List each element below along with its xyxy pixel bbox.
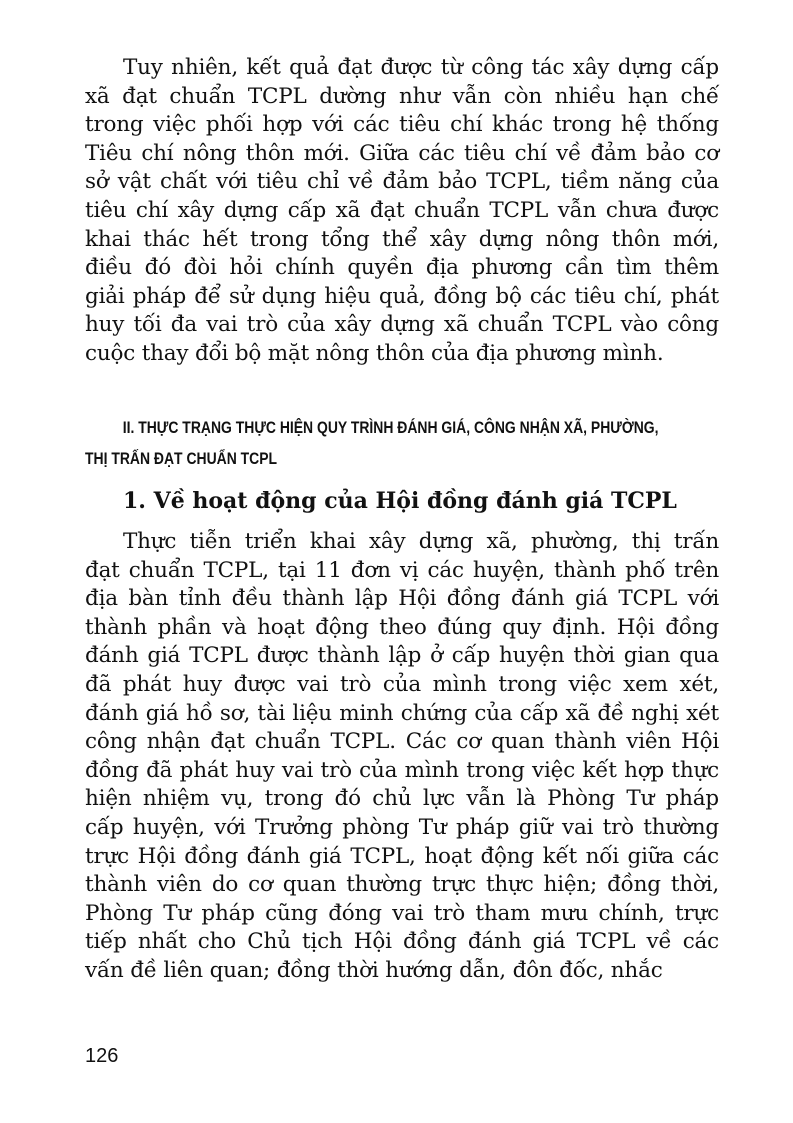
section-heading-line: THỊ TRẤN ĐẠT CHUẨN TCPL — [85, 449, 278, 468]
text-line: thành phần và hoạt động theo đúng quy định. Hội đồng — [85, 614, 719, 640]
text-line: cuộc thay đổi bộ mặt nông thôn của địa phương mình. — [85, 340, 664, 366]
section-heading-line: II. THỰC TRẠNG THỰC HIỆN QUY TRÌNH ĐÁNH GIÁ, CÔNG NHẬN XÃ, PHƯỜNG, — [122, 418, 659, 437]
text-line: đánh giá TCPL được thành lập ở cấp huyện thời gian qua — [85, 643, 719, 669]
text-line: đồng đã phát huy vai trò của mình trong việc kết hợp thực — [85, 757, 719, 783]
text-line: Tiêu chí nông thôn mới. Giữa các tiêu chí về đảm bảo cơ — [85, 140, 719, 166]
text-line: trong việc phối hợp với các tiêu chí khác trong hệ thống — [85, 112, 719, 138]
text-line: điều đó đòi hỏi chính quyền địa phương cần tìm thêm — [85, 255, 719, 281]
text-line: sở vật chất với tiêu chỉ về đảm bảo TCPL, tiềm năng của — [85, 169, 719, 195]
text-line: đánh giá hồ sơ, tài liệu minh chứng của cấp xã đề nghị xét — [85, 700, 719, 726]
text-line: thành viên do cơ quan thường trực thực hiện; đồng thời, — [85, 872, 719, 898]
text-line: đã phát huy được vai trò của mình trong việc xem xét, — [85, 671, 719, 697]
text-line: vấn đề liên quan; đồng thời hướng dẫn, đôn đốc, nhắc — [85, 957, 663, 983]
paragraph-2 — [85, 528, 719, 986]
text-line: Thực tiễn triển khai xây dựng xã, phường, thị trấn — [123, 529, 719, 554]
text-line: Phòng Tư pháp cũng đóng vai trò tham mưu chính, trực — [85, 900, 719, 926]
text-line: công nhận đạt chuẩn TCPL. Các cơ quan thành viên Hội — [85, 729, 719, 755]
text-line: giải pháp để sử dụng hiệu quả, đồng bộ các tiêu chí, phát — [85, 283, 719, 309]
text-line: địa bàn tỉnh đều thành lập Hội đồng đánh giá TCPL với — [85, 586, 719, 612]
text-line: tiếp nhất cho Chủ tịch Hội đồng đánh giá TCPL về các — [85, 929, 719, 955]
section-heading — [85, 412, 719, 474]
text-line: xã đạt chuẩn TCPL dường như vẫn còn nhiều hạn chế — [85, 83, 719, 109]
page-number: 126 — [85, 1045, 119, 1067]
text-line: Tuy nhiên, kết quả đạt được từ công tác xây dựng cấp — [123, 55, 719, 80]
text-line: hiện nhiệm vụ, trong đó chủ lực vẫn là Phòng Tư pháp — [85, 786, 719, 812]
text-line: tiêu chí xây dựng cấp xã đạt chuẩn TCPL vẫn chưa được — [85, 197, 719, 223]
text-line: đạt chuẩn TCPL, tại 11 đơn vị các huyện, thành phố trên — [85, 557, 719, 583]
text-line: khai thác hết trong tổng thể xây dựng nông thôn mới, — [85, 226, 719, 252]
paragraph-1 — [85, 54, 719, 369]
text-line: huy tối đa vai trò của xây dựng xã chuẩn TCPL vào công — [85, 312, 719, 338]
subheading: 1. Về hoạt động của Hội đồng đánh giá TCPL — [123, 488, 677, 514]
text-line: cấp huyện, với Trưởng phòng Tư pháp giữ vai trò thường — [85, 814, 719, 840]
text-line: trực Hội đồng đánh giá TCPL, hoạt động kết nối giữa các — [85, 843, 719, 869]
